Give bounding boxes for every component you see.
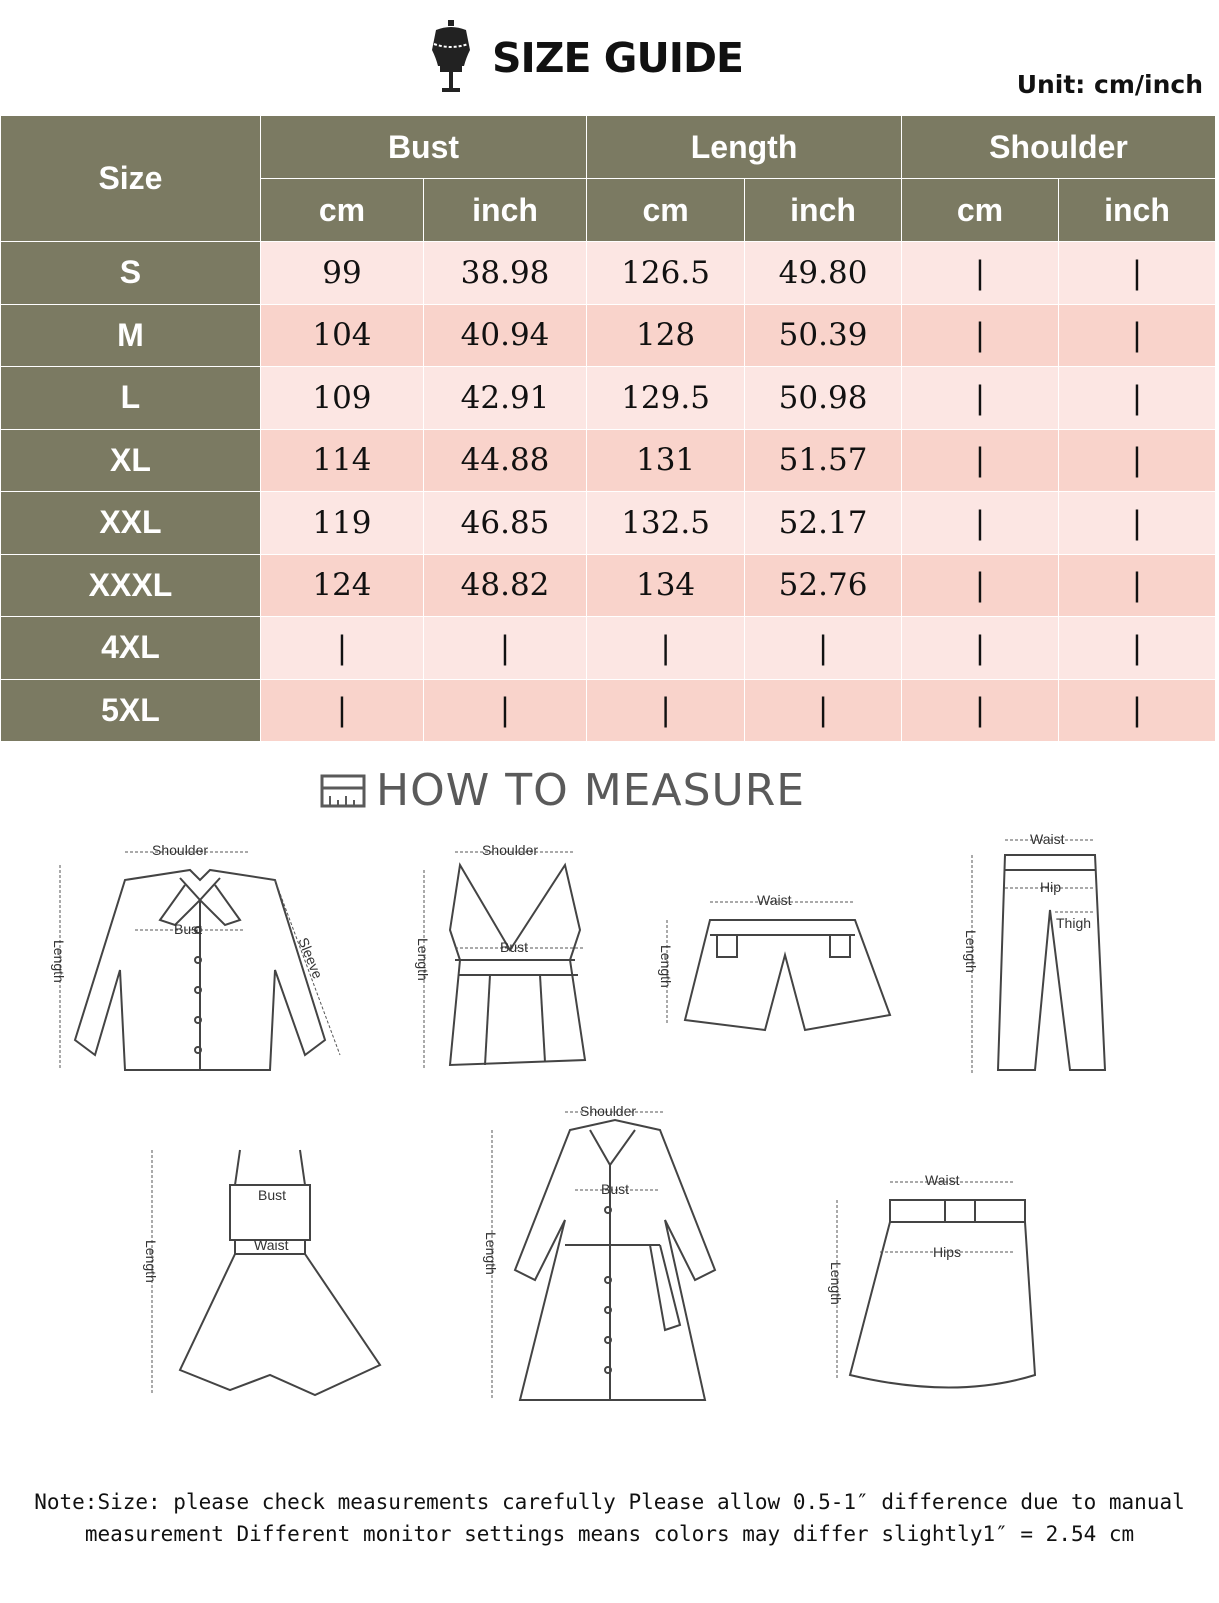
value-cell: 50.39 bbox=[745, 304, 902, 367]
value-cell: 48.82 bbox=[423, 554, 586, 617]
value-cell: | bbox=[587, 617, 745, 680]
value-cell: 38.98 bbox=[423, 242, 586, 305]
ruler-icon bbox=[320, 774, 366, 808]
value-cell: | bbox=[587, 679, 745, 742]
value-cell: 128 bbox=[587, 304, 745, 367]
table-row bbox=[1, 617, 1216, 680]
size-table bbox=[0, 115, 1216, 742]
unit-header: inch bbox=[1058, 179, 1215, 242]
table-row bbox=[1, 367, 1216, 430]
header bbox=[0, 0, 1219, 115]
shorts-length-label: Length bbox=[658, 945, 674, 988]
skirt-hips-label: Hips bbox=[933, 1244, 962, 1260]
tank-diagram bbox=[410, 840, 610, 1090]
unit-header: inch bbox=[423, 179, 586, 242]
size-cell: XXXL bbox=[1, 554, 261, 617]
note-text: Note:Size: please check measurements carefully Please allow 0.5-1″ difference due to manual measurement Different monitor settings means colors may differ slightly1″ = 2.54 cm bbox=[34, 1490, 1185, 1546]
size-cell: 4XL bbox=[1, 617, 261, 680]
size-cell: 5XL bbox=[1, 679, 261, 742]
value-cell: 50.98 bbox=[745, 367, 902, 430]
shirt-sleeve-label: Sleeve bbox=[295, 935, 327, 981]
value-cell: | bbox=[902, 679, 1059, 742]
value-cell: | bbox=[1058, 304, 1215, 367]
title-text: SIZE GUIDE bbox=[492, 34, 744, 82]
value-cell: | bbox=[260, 679, 423, 742]
unit-label: Unit: cm/inch bbox=[1016, 70, 1203, 99]
skirt-diagram bbox=[825, 1170, 1055, 1400]
coat-shoulder-label: Shoulder bbox=[580, 1103, 637, 1119]
value-cell: | bbox=[902, 367, 1059, 430]
table-row bbox=[1, 429, 1216, 492]
how-to-measure-title bbox=[320, 765, 805, 816]
shirt-length-label: Length bbox=[51, 940, 67, 983]
value-cell: | bbox=[1058, 617, 1215, 680]
value-cell: 132.5 bbox=[587, 492, 745, 555]
length-header: Length bbox=[587, 116, 902, 179]
value-cell: | bbox=[260, 617, 423, 680]
value-cell: | bbox=[902, 429, 1059, 492]
value-cell: | bbox=[902, 304, 1059, 367]
value-cell: 124 bbox=[260, 554, 423, 617]
dress-diagram bbox=[140, 1140, 400, 1420]
shirt-shoulder-label: Shoulder bbox=[152, 842, 209, 858]
tank-length-label: Length bbox=[415, 938, 431, 981]
value-cell: 134 bbox=[587, 554, 745, 617]
value-cell: 119 bbox=[260, 492, 423, 555]
shorts-diagram bbox=[655, 890, 905, 1060]
shorts-waist-label: Waist bbox=[757, 892, 792, 908]
pants-waist-label: Waist bbox=[1030, 831, 1065, 847]
value-cell: 109 bbox=[260, 367, 423, 430]
table-row bbox=[1, 242, 1216, 305]
skirt-waist-label: Waist bbox=[925, 1172, 960, 1188]
size-header: Size bbox=[1, 116, 261, 242]
value-cell: | bbox=[1058, 679, 1215, 742]
size-cell: XL bbox=[1, 429, 261, 492]
value-cell: | bbox=[1058, 554, 1215, 617]
pants-hip-label: Hip bbox=[1040, 879, 1062, 895]
table-row bbox=[1, 304, 1216, 367]
shirt-diagram bbox=[40, 840, 360, 1090]
tank-shoulder-label: Shoulder bbox=[482, 842, 539, 858]
value-cell: 44.88 bbox=[423, 429, 586, 492]
coat-diagram bbox=[480, 1100, 740, 1430]
value-cell: 51.57 bbox=[745, 429, 902, 492]
pants-length-label: Length bbox=[963, 930, 979, 973]
size-cell: S bbox=[1, 242, 261, 305]
value-cell: | bbox=[745, 679, 902, 742]
table-row bbox=[1, 554, 1216, 617]
size-cell: XXL bbox=[1, 492, 261, 555]
dress-length-label: Length bbox=[143, 1240, 159, 1283]
value-cell: | bbox=[902, 617, 1059, 680]
unit-header: cm bbox=[902, 179, 1059, 242]
unit-header: cm bbox=[260, 179, 423, 242]
size-cell: L bbox=[1, 367, 261, 430]
value-cell: 126.5 bbox=[587, 242, 745, 305]
how-to-measure-text: HOW TO MEASURE bbox=[376, 765, 806, 816]
value-cell: 49.80 bbox=[745, 242, 902, 305]
coat-bust-label: Bust bbox=[601, 1181, 630, 1197]
value-cell: | bbox=[423, 617, 586, 680]
pants-diagram bbox=[960, 830, 1130, 1090]
pants-thigh-label: Thigh bbox=[1056, 915, 1092, 931]
value-cell: | bbox=[1058, 367, 1215, 430]
value-cell: 114 bbox=[260, 429, 423, 492]
dress-waist-label: Waist bbox=[254, 1237, 289, 1253]
value-cell: | bbox=[902, 492, 1059, 555]
shirt-bust-label: Bust bbox=[174, 921, 203, 937]
value-cell: 104 bbox=[260, 304, 423, 367]
unit-header: cm bbox=[587, 179, 745, 242]
value-cell: 40.94 bbox=[423, 304, 586, 367]
skirt-length-label: Length bbox=[828, 1262, 844, 1305]
value-cell: 99 bbox=[260, 242, 423, 305]
unit-header: inch bbox=[745, 179, 902, 242]
value-cell: | bbox=[902, 242, 1059, 305]
table-row bbox=[1, 492, 1216, 555]
dress-bust-label: Bust bbox=[258, 1187, 287, 1203]
mannequin-icon bbox=[426, 20, 476, 96]
value-cell: | bbox=[745, 617, 902, 680]
value-cell: 46.85 bbox=[423, 492, 586, 555]
coat-length-label: Length bbox=[483, 1232, 499, 1275]
title bbox=[426, 20, 743, 96]
value-cell: 129.5 bbox=[587, 367, 745, 430]
value-cell: 42.91 bbox=[423, 367, 586, 430]
value-cell: 52.17 bbox=[745, 492, 902, 555]
value-cell: | bbox=[1058, 429, 1215, 492]
size-cell: M bbox=[1, 304, 261, 367]
value-cell: | bbox=[902, 554, 1059, 617]
value-cell: | bbox=[423, 679, 586, 742]
tank-bust-label: Bust bbox=[500, 939, 529, 955]
bust-header: Bust bbox=[260, 116, 586, 179]
value-cell: | bbox=[1058, 242, 1215, 305]
value-cell: 52.76 bbox=[745, 554, 902, 617]
value-cell: 131 bbox=[587, 429, 745, 492]
table-row bbox=[1, 679, 1216, 742]
value-cell: | bbox=[1058, 492, 1215, 555]
shoulder-header: Shoulder bbox=[902, 116, 1216, 179]
